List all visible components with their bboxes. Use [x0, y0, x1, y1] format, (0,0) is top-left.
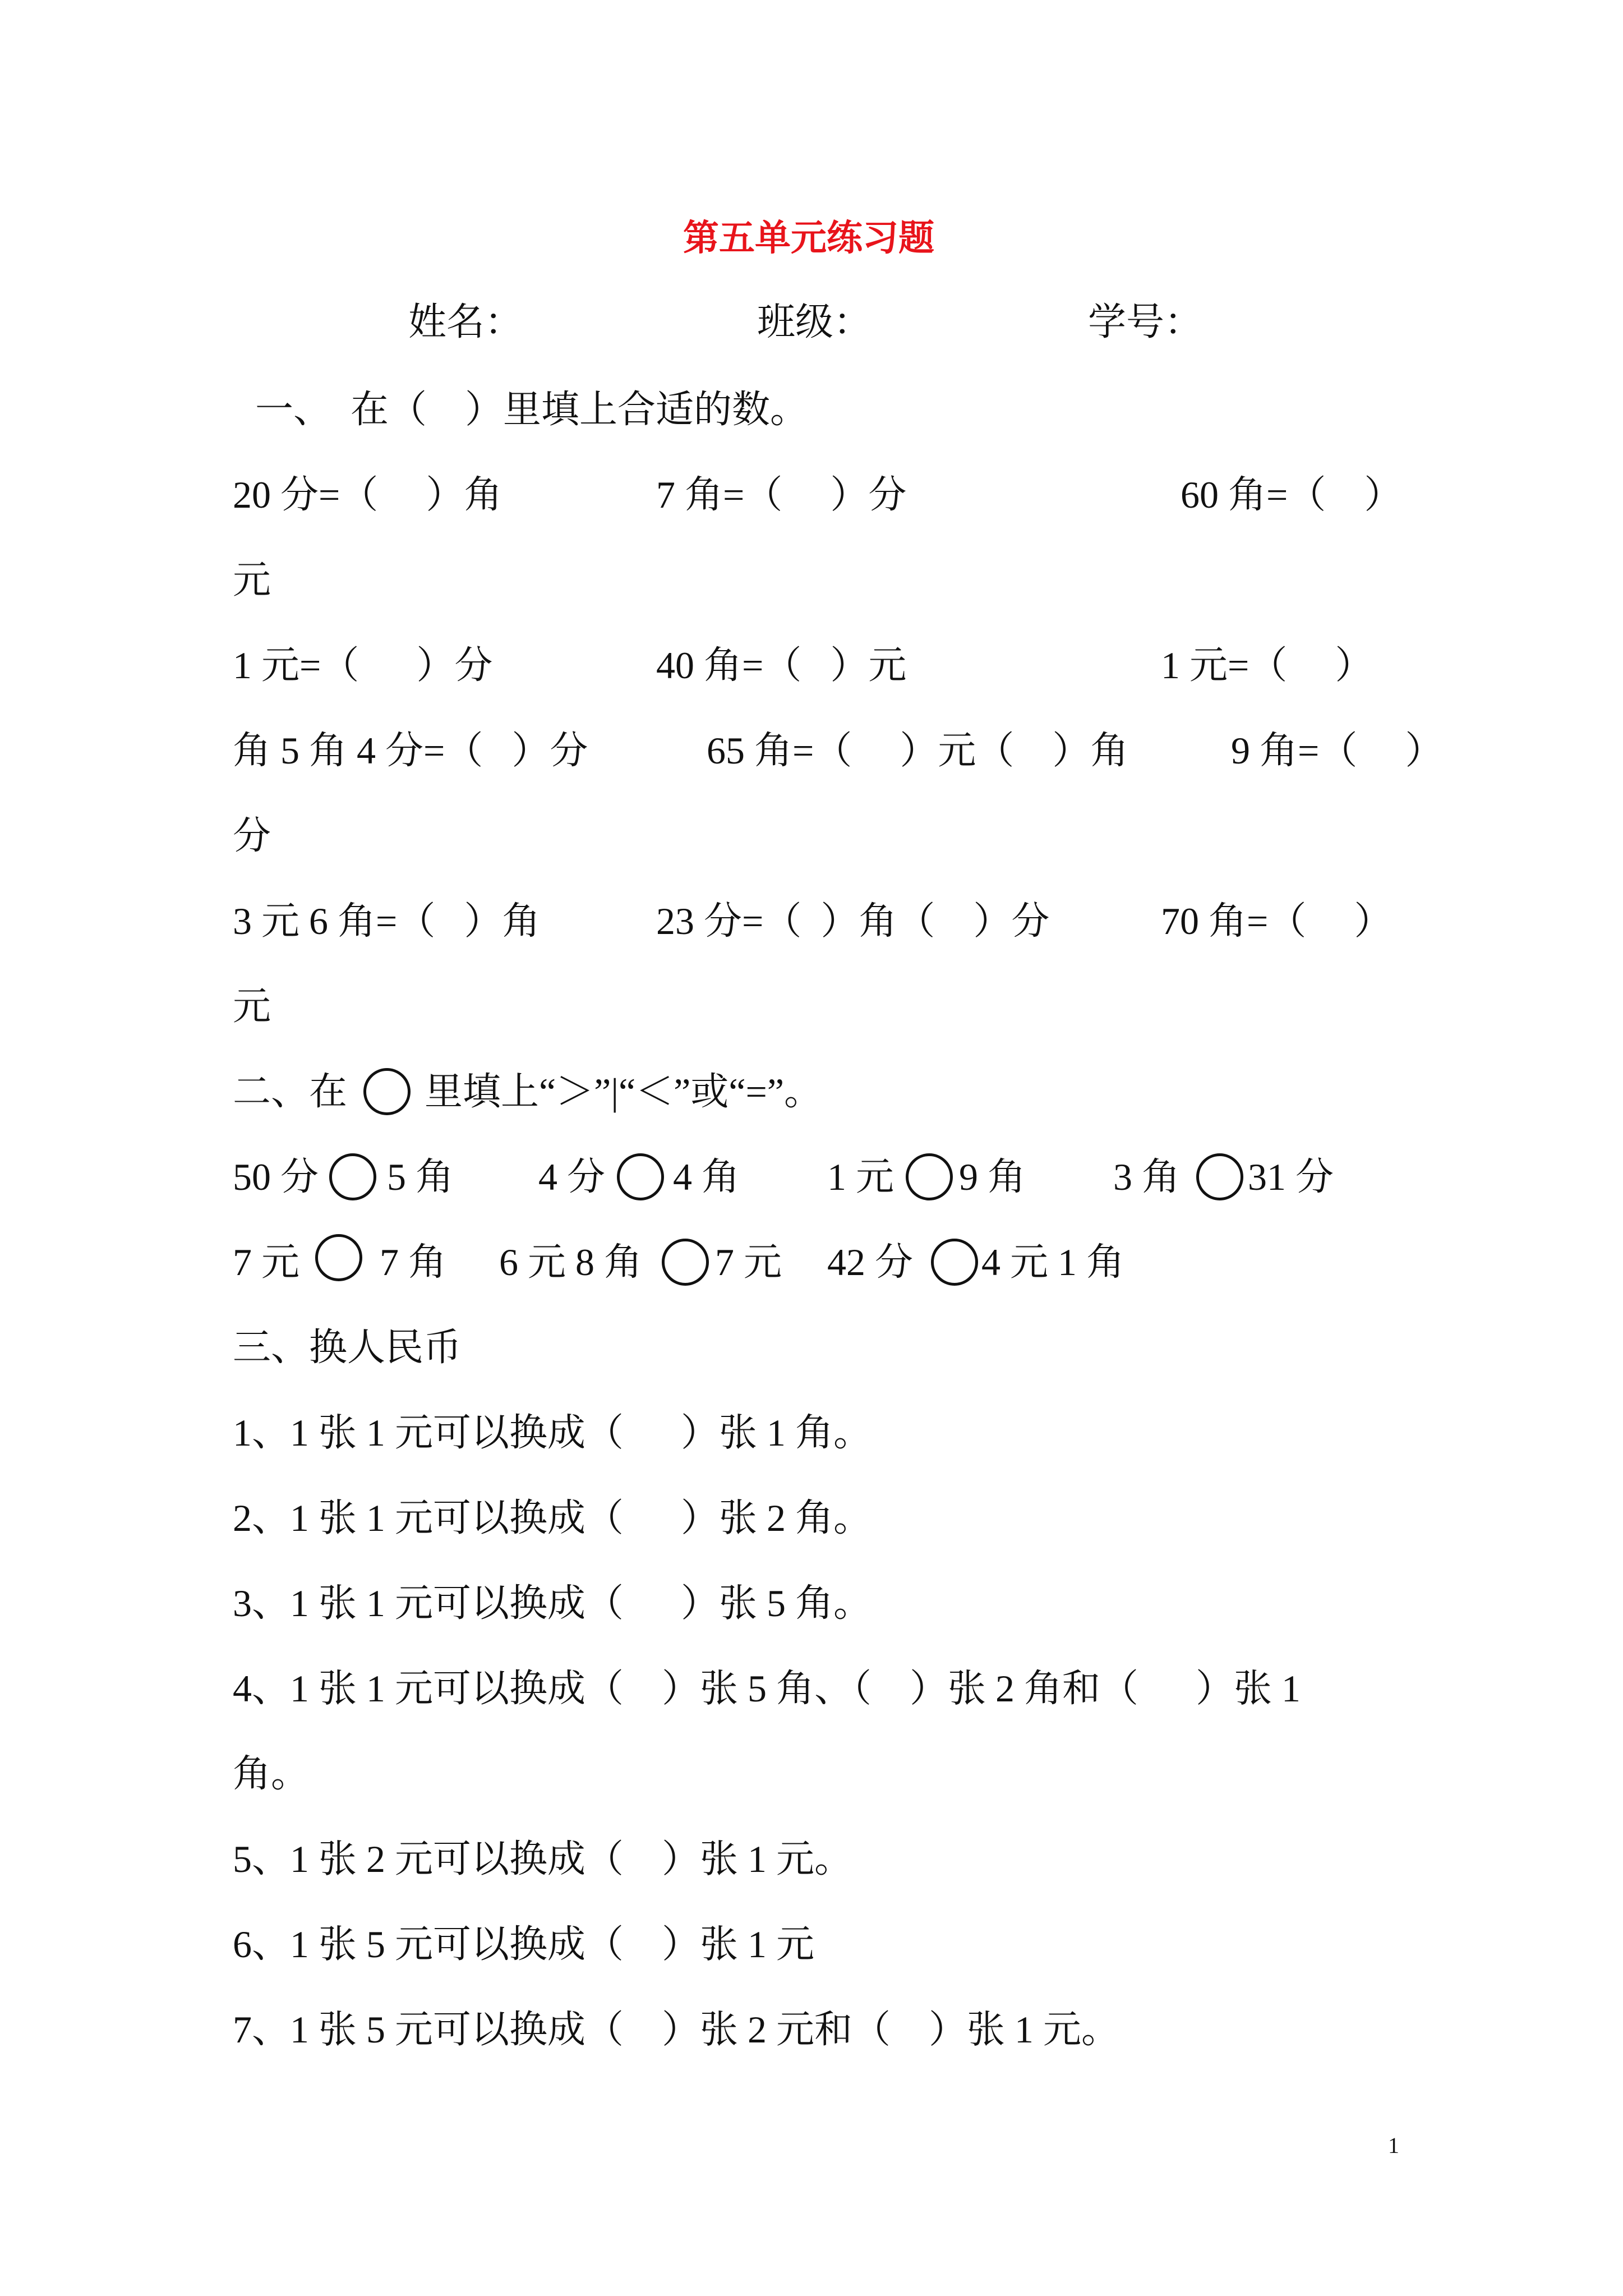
q2-r2-left-3: 42 分 [827, 1241, 914, 1283]
q1-row4-item2: 65 角=（ ）元（ ）角 [707, 729, 1129, 772]
class-field-label: 班级： [757, 301, 872, 343]
q2-r1-left-2: 4 分 [538, 1156, 606, 1198]
q3-item-4-continued: 角。 [233, 1752, 310, 1795]
q1-row2-item1: 元 [233, 559, 271, 601]
student-no-field-label: 学号： [1088, 301, 1203, 343]
q1-row6-item2: 23 分=（ ）角（ ）分 [656, 900, 1050, 942]
q1-row4-item1: 角 5 角 4 分=（ ）分 [233, 729, 588, 772]
q2-r1-right-1: 5 角 [387, 1156, 454, 1198]
q2-r1-right-4: 31 分 [1248, 1156, 1334, 1198]
section-1-heading: 一、 在（ ）里填上合适的数。 [255, 388, 809, 431]
section-2-heading-end: 里填上“＞”|“＜”或“=”。 [415, 1070, 823, 1113]
section-2-heading-start: 二、在 [233, 1070, 348, 1113]
q3-item-4: 4、1 张 1 元可以换成（ ）张 5 角、（ ）张 2 角和（ ）张 1 [233, 1667, 1301, 1710]
name-field-label: 姓名： [408, 301, 523, 343]
q2-r2-right-2: 7 元 [715, 1241, 782, 1283]
q1-row3-item3: 1 元=（ ） [1161, 644, 1373, 687]
q2-r1-left-3: 1 元 [827, 1156, 895, 1198]
q2-r2-right-1: 7 角 [370, 1241, 447, 1283]
section-3-heading: 三、换人民币 [233, 1326, 462, 1369]
q1-row3-item2: 40 角=（ ）元 [656, 644, 907, 687]
q1-row6-item1: 3 元 6 角=（ ）角 [233, 900, 541, 942]
compare-circle-6[interactable] [662, 1239, 709, 1286]
q1-row7-item1: 元 [233, 985, 271, 1028]
q2-r1-right-2: 4 角 [673, 1156, 740, 1198]
q3-item-1: 1、1 张 1 元可以换成（ ）张 1 角。 [233, 1411, 872, 1454]
compare-circle-4[interactable] [1196, 1153, 1243, 1200]
q1-row4-item3: 9 角=（ ） [1231, 729, 1444, 772]
q2-r2-right-3: 4 元 1 角 [981, 1241, 1125, 1283]
q3-item-5: 5、1 张 2 元可以换成（ ）张 1 元。 [233, 1838, 853, 1880]
compare-circle-5[interactable] [315, 1234, 362, 1281]
heading-circle-icon [363, 1068, 411, 1115]
q3-item-3: 3、1 张 1 元可以换成（ ）张 5 角。 [233, 1582, 872, 1625]
q1-row3-item1: 1 元=（ ）分 [233, 644, 493, 687]
q2-r2-left-1: 7 元 [233, 1241, 300, 1283]
q1-row1-item3: 60 角=（ ） [1181, 473, 1403, 516]
compare-circle-3[interactable] [906, 1153, 953, 1200]
page-number: 1 [1388, 2133, 1399, 2158]
q3-item-6: 6、1 张 5 元可以换成（ ）张 1 元 [233, 1923, 815, 1966]
q2-r2-left-2: 6 元 8 角 [499, 1241, 643, 1283]
compare-circle-1[interactable] [329, 1153, 376, 1200]
q1-row1-item1: 20 分=（ ）角 [233, 473, 502, 516]
q1-row6-item3: 70 角=（ ） [1161, 900, 1393, 942]
q1-row1-item2: 7 角=（ ）分 [656, 473, 907, 516]
compare-circle-2[interactable] [617, 1153, 664, 1200]
q2-r1-left-1: 50 分 [233, 1156, 319, 1198]
q3-item-2: 2、1 张 1 元可以换成（ ）张 2 角。 [233, 1497, 872, 1539]
page-title: 第五单元练习题 [683, 218, 934, 258]
q2-r1-right-3: 9 角 [959, 1156, 1026, 1198]
q2-r1-left-4: 3 角 [1113, 1156, 1181, 1198]
q1-row5-item1: 分 [233, 815, 271, 857]
compare-circle-7[interactable] [931, 1239, 978, 1286]
q3-item-7: 7、1 张 5 元可以换成（ ）张 2 元和（ ）张 1 元。 [233, 2008, 1120, 2051]
